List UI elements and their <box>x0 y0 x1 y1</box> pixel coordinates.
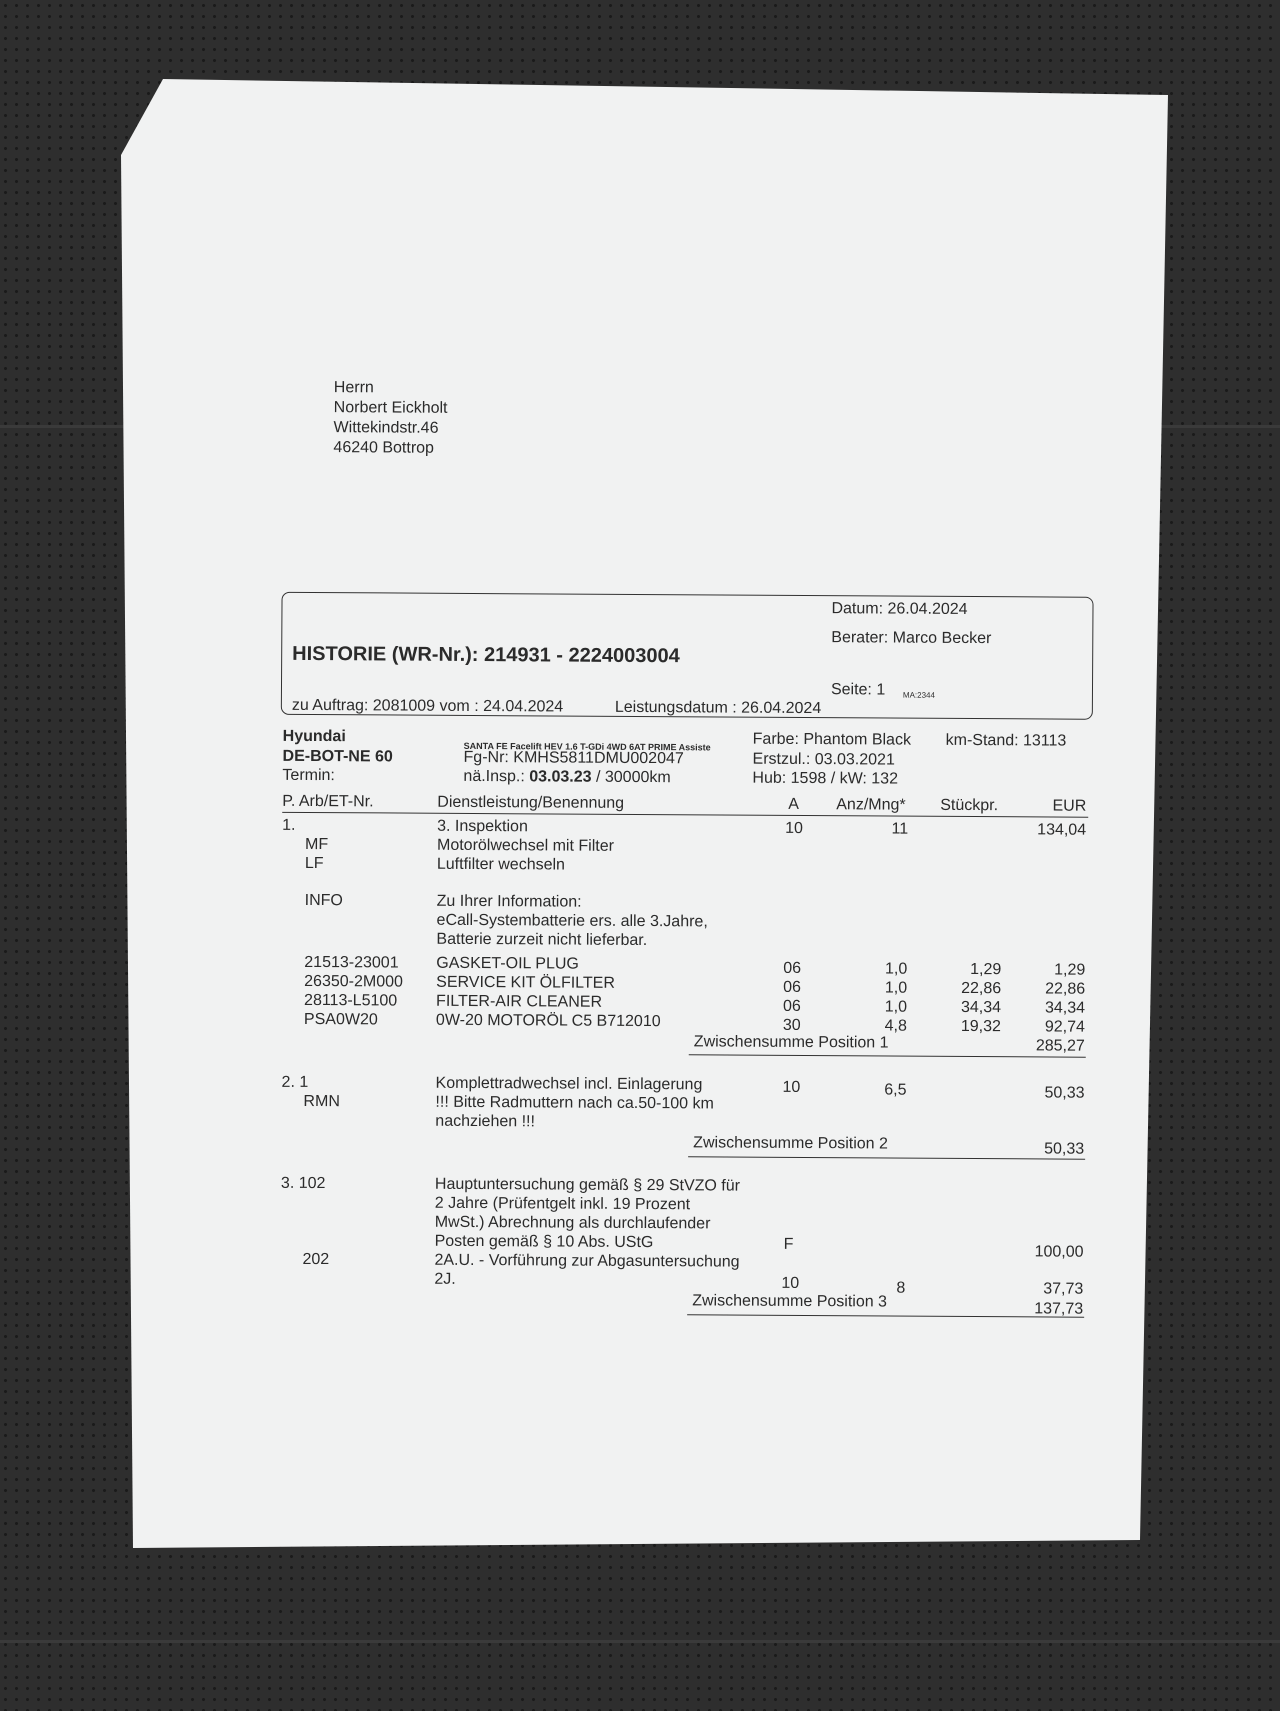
row-desc: 2 Jahre (Prüfentgelt inkl. 19 Prozent <box>434 1194 691 1214</box>
recipient-city: 46240 Bottrop <box>333 439 435 457</box>
header-berater: Berater: Marco Becker <box>831 629 992 648</box>
row-a: F <box>783 1235 794 1253</box>
row-eur: 92,74 <box>1044 1018 1085 1036</box>
vehicle-make: Hyundai <box>282 727 346 746</box>
insp-date: 03.03.23 <box>529 768 592 786</box>
row-code: INFO <box>304 891 343 910</box>
vehicle-fg-nr: Fg-Nr: KMHS5811DMU002047 <box>463 748 684 768</box>
row-code: LF <box>304 854 324 873</box>
column-desc: Dienstleistung/Benennung <box>437 793 625 812</box>
row-eur: 37,73 <box>1043 1280 1084 1298</box>
vehicle-plate: DE-BOT-NE 60 <box>282 747 393 766</box>
row-desc: Komplettradwechsel incl. Einlagerung <box>435 1074 703 1094</box>
subtotal-value: 285,27 <box>1035 1037 1085 1055</box>
row-eur: 34,34 <box>1044 999 1086 1017</box>
row-pos: 3. 102 <box>280 1174 326 1193</box>
subtotal-value: 50,33 <box>1044 1140 1085 1158</box>
row-desc: nachziehen !!! <box>435 1112 536 1131</box>
row-desc: eCall-Systembatterie ers. alle 3.Jahre, <box>436 911 708 931</box>
row-code: PSA0W20 <box>303 1010 378 1029</box>
column-pos: P. Arb/ET-Nr. <box>282 792 374 811</box>
page-title: HISTORIE (WR-Nr.): 214931 - 2224003004 <box>292 642 680 668</box>
row-a: 30 <box>782 1016 801 1034</box>
header-leistungsdatum: Leistungsdatum : 26.04.2024 <box>614 698 822 718</box>
row-desc: 3. Inspektion <box>437 817 528 836</box>
row-pos: 1. <box>282 816 296 834</box>
header-ma: MA:2344 <box>902 690 936 700</box>
row-a: 06 <box>783 978 802 996</box>
row-unit: 22,86 <box>961 979 1002 998</box>
row-code: 28113-L5100 <box>304 991 398 1010</box>
row-a: 06 <box>783 959 802 977</box>
column-a: A <box>788 795 800 813</box>
row-qty: 1,0 <box>884 960 908 978</box>
row-unit: 1,29 <box>970 961 1002 979</box>
row-desc: 0W-20 MOTORÖL C5 B712010 <box>435 1011 661 1031</box>
vehicle-km: km-Stand: 13113 <box>945 731 1067 750</box>
row-eur: 50,33 <box>1044 1084 1085 1102</box>
row-qty: 4,8 <box>884 1017 907 1035</box>
row-desc: FILTER-AIR CLEANER <box>436 992 603 1011</box>
row-desc: !!! Bitte Radmuttern nach ca.50-100 km <box>435 1093 714 1113</box>
vehicle-next-inspection <box>463 767 670 787</box>
row-desc: 2J. <box>434 1270 456 1288</box>
row-code: RMN <box>303 1092 340 1111</box>
row-eur: 22,86 <box>1045 980 1086 998</box>
row-eur: 1,29 <box>1054 961 1086 979</box>
row-a: 10 <box>782 1078 801 1096</box>
insp-label: nä.Insp.: <box>463 767 525 786</box>
column-qty: Anz/Mng* <box>836 796 906 814</box>
row-qty: 1,0 <box>884 979 908 997</box>
row-a: 10 <box>781 1274 800 1292</box>
row-eur: 100,00 <box>1034 1243 1084 1261</box>
row-code: 21513-23001 <box>304 953 399 972</box>
row-pos: 2. 1 <box>281 1073 309 1091</box>
vehicle-farbe: Farbe: Phantom Black <box>752 730 912 749</box>
row-desc: Hauptuntersuchung gemäß § 29 StVZO für <box>434 1175 741 1195</box>
row-qty: 8 <box>896 1279 906 1297</box>
row-desc: Batterie zurzeit nicht lieferbar. <box>436 930 648 950</box>
row-code: 26350-2M000 <box>304 972 403 991</box>
header-datum: Datum: 26.04.2024 <box>831 600 968 618</box>
row-qty: 6,5 <box>884 1081 907 1099</box>
row-desc: Motorölwechsel mit Filter <box>436 836 615 855</box>
recipient-name: Norbert Eickholt <box>333 399 448 417</box>
row-desc: Zu Ihrer Information: <box>436 892 582 911</box>
row-desc: Luftfilter wechseln <box>436 855 566 874</box>
subtotal-value: 137,73 <box>1034 1300 1084 1318</box>
column-eur: EUR <box>1052 797 1087 815</box>
row-a: 06 <box>782 997 801 1015</box>
row-unit: 19,32 <box>960 1017 1001 1036</box>
row-desc: GASKET-OIL PLUG <box>436 954 579 973</box>
header-auftrag: zu Auftrag: 2081009 vom : 24.04.2024 <box>291 696 564 716</box>
row-code: MF <box>304 835 329 854</box>
row-eur: 134,04 <box>1037 821 1087 839</box>
subtotal-label: Zwischensumme Position 2 <box>693 1134 889 1153</box>
row-a: 10 <box>785 819 803 837</box>
row-desc: SERVICE KIT ÖLFILTER <box>436 973 615 992</box>
vehicle-hub: Hub: 1598 / kW: 132 <box>752 769 899 788</box>
vehicle-termin: Termin: <box>282 766 335 785</box>
row-desc: 2A.U. - Vorführung zur Abgasuntersuchung <box>434 1251 740 1271</box>
header-seite: Seite: 1 <box>830 681 886 699</box>
subtotal-label: Zwischensumme Position 1 <box>693 1033 889 1052</box>
subtotal-label: Zwischensumme Position 3 <box>692 1292 888 1311</box>
row-desc: MwSt.) Abrechnung als durchlaufender <box>434 1213 711 1233</box>
vehicle-model: SANTA FE Facelift HEV 1.6 T-GDi 4WD 6AT PRIME Assiste <box>463 740 711 753</box>
insp-rest: / 30000km <box>595 768 671 787</box>
vehicle-erstzul: Erstzul.: 03.03.2021 <box>752 750 895 769</box>
row-code: 202 <box>302 1250 330 1269</box>
column-unit: Stückpr. <box>940 796 999 815</box>
row-qty: 1,0 <box>884 998 908 1016</box>
recipient-street: Wittekindstr.46 <box>333 419 439 437</box>
recipient-salutation: Herrn <box>333 379 374 397</box>
row-unit: 34,34 <box>960 998 1002 1017</box>
row-desc: Posten gemäß § 10 Abs. UStG <box>434 1232 654 1252</box>
row-qty: 11 <box>891 820 909 838</box>
